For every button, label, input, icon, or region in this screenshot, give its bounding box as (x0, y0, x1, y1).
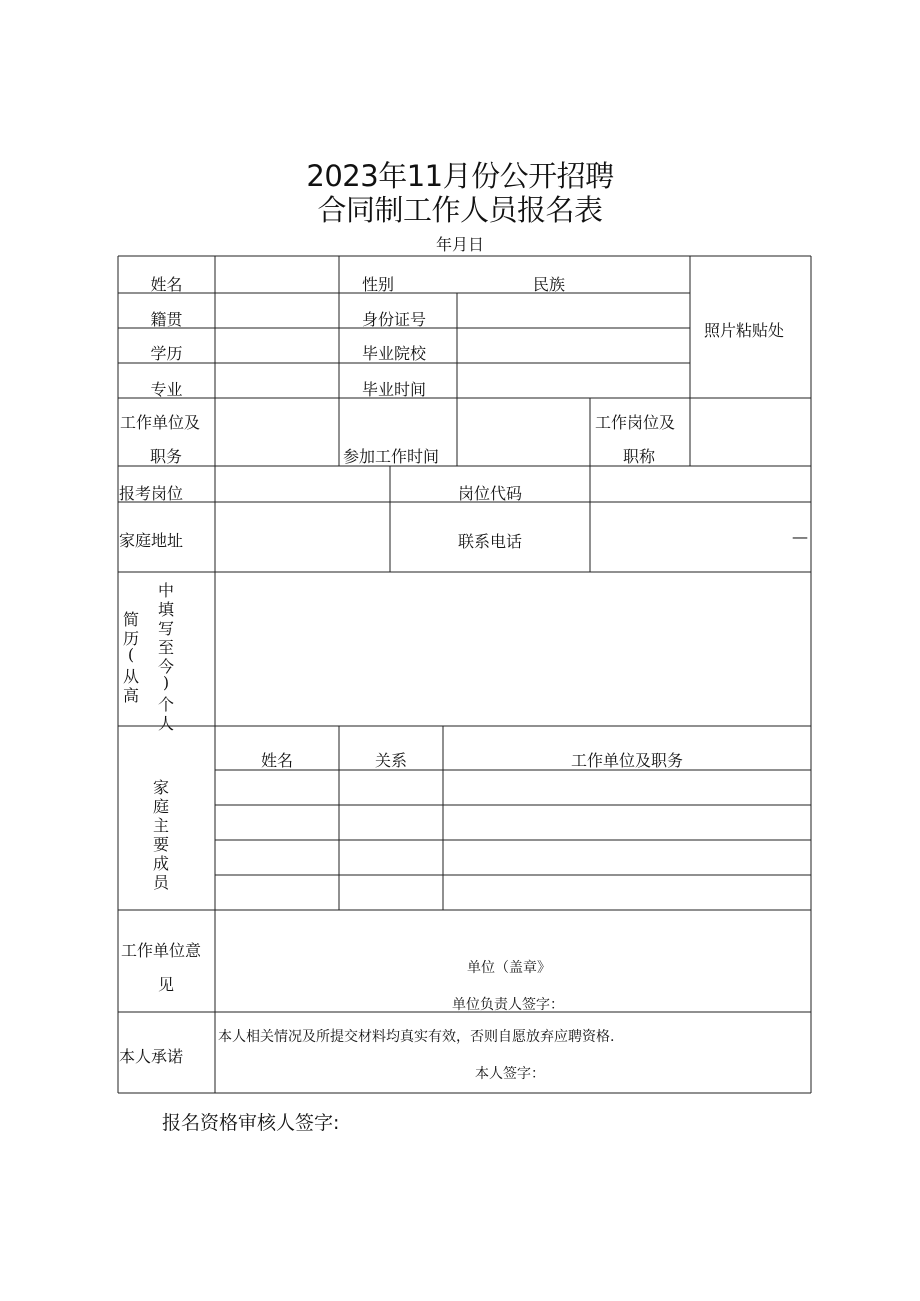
post-code-field[interactable] (591, 467, 810, 501)
employer-label-line2: 职务 (150, 447, 183, 466)
family-row-4-relation[interactable] (340, 876, 442, 909)
vertical-label-char: 庭 (152, 797, 169, 816)
phone-dash: — (792, 527, 808, 546)
applied-post-field[interactable] (216, 467, 389, 501)
family-row-1-relation[interactable] (340, 771, 442, 804)
post-code-label: 岗位代码 (457, 484, 522, 503)
vertical-label-char: 个 (157, 695, 174, 714)
vertical-label-char: 填 (157, 600, 174, 619)
id-number-label: 身份证号 (362, 310, 427, 329)
family-row-3-relation[interactable] (340, 841, 442, 874)
resume-field[interactable] (216, 573, 810, 725)
vertical-label-char: 家 (152, 778, 169, 797)
post-title-label-line1: 工作岗位及 (595, 413, 676, 432)
name-field[interactable] (216, 257, 338, 292)
address-label: 家庭地址 (119, 531, 184, 550)
family-row-2-relation[interactable] (340, 806, 442, 839)
post-title-label-line2: 职称 (623, 447, 656, 466)
pledge-text: 本人相关情况及所提交材料均真实有效，否则自愿放弃应聘资格. (218, 1029, 615, 1045)
vertical-label-char: 中 (157, 581, 174, 600)
family-row-2-employer[interactable] (444, 806, 810, 839)
applied-post-label: 报考岗位 (119, 484, 184, 503)
vertical-label-char: ( (127, 645, 135, 664)
vertical-label-char: 主 (152, 816, 169, 835)
name-label: 姓名 (150, 275, 183, 294)
native-place-field[interactable] (216, 294, 338, 327)
vertical-label-char: 高 (122, 686, 139, 705)
unit-leader-sign-text: 单位负责人签字： (452, 997, 564, 1013)
employer-label-line1: 工作单位及 (120, 413, 201, 432)
major-label: 专业 (150, 380, 183, 399)
family-header-relation: 关系 (374, 751, 407, 770)
vertical-label-char: 要 (152, 835, 169, 854)
gender-label: 性别 (362, 275, 395, 294)
phone-field[interactable] (591, 503, 810, 571)
ethnicity-label: 民族 (533, 275, 566, 294)
family-row-2-name[interactable] (216, 806, 338, 839)
family-row-1-employer[interactable] (444, 771, 810, 804)
photo-placeholder: 照片粘贴处 (704, 321, 785, 340)
education-field[interactable] (216, 329, 338, 362)
family-row-1-name[interactable] (216, 771, 338, 804)
vertical-label-char: 简 (122, 610, 139, 629)
vertical-label-char: 至 (157, 638, 174, 657)
native-place-label: 籍贯 (150, 310, 183, 329)
work-start-label: 参加工作时间 (343, 447, 440, 466)
family-row-4-name[interactable] (216, 876, 338, 909)
form-title-line2: 合同制工作人员报名表 (317, 193, 603, 227)
grad-time-label: 毕业时间 (362, 380, 427, 399)
family-header-name: 姓名 (260, 751, 293, 770)
vertical-label-char: 员 (152, 873, 169, 892)
vertical-label-char: 今 (157, 657, 174, 676)
work-start-field[interactable] (458, 399, 589, 465)
address-field[interactable] (216, 503, 389, 571)
major-field[interactable] (216, 364, 338, 397)
reviewer-sign-text: 报名资格审核人签字: (162, 1112, 340, 1134)
grad-time-field[interactable] (458, 364, 689, 397)
school-field[interactable] (458, 329, 689, 362)
family-header-employer: 工作单位及职务 (570, 751, 683, 770)
form-title-line1: 2023年11月份公开招聘 (306, 159, 614, 193)
education-label: 学历 (150, 344, 183, 363)
opinion-label-line2: 见 (158, 975, 175, 994)
family-row-3-employer[interactable] (444, 841, 810, 874)
family-row-3-name[interactable] (216, 841, 338, 874)
opinion-label-line1: 工作单位意 (121, 941, 202, 960)
vertical-label-char: ) (162, 673, 170, 692)
school-label: 毕业院校 (362, 344, 427, 363)
vertical-label-char: 写 (157, 619, 174, 638)
form-date: 年月日 (435, 235, 484, 254)
post-title-field[interactable] (691, 399, 810, 465)
pledge-sign-text: 本人签字： (475, 1066, 545, 1082)
id-number-field[interactable] (458, 294, 689, 327)
vertical-label-char: 成 (152, 854, 169, 873)
phone-label: 联系电话 (457, 532, 522, 551)
vertical-label-char: 历 (122, 629, 139, 648)
vertical-label-char: 人 (157, 714, 174, 733)
pledge-label: 本人承诺 (119, 1047, 184, 1066)
employer-field[interactable] (216, 399, 338, 465)
vertical-label-char: 从 (122, 667, 139, 686)
unit-seal-text: 单位（盖章》 (467, 960, 551, 976)
family-row-4-employer[interactable] (444, 876, 810, 909)
